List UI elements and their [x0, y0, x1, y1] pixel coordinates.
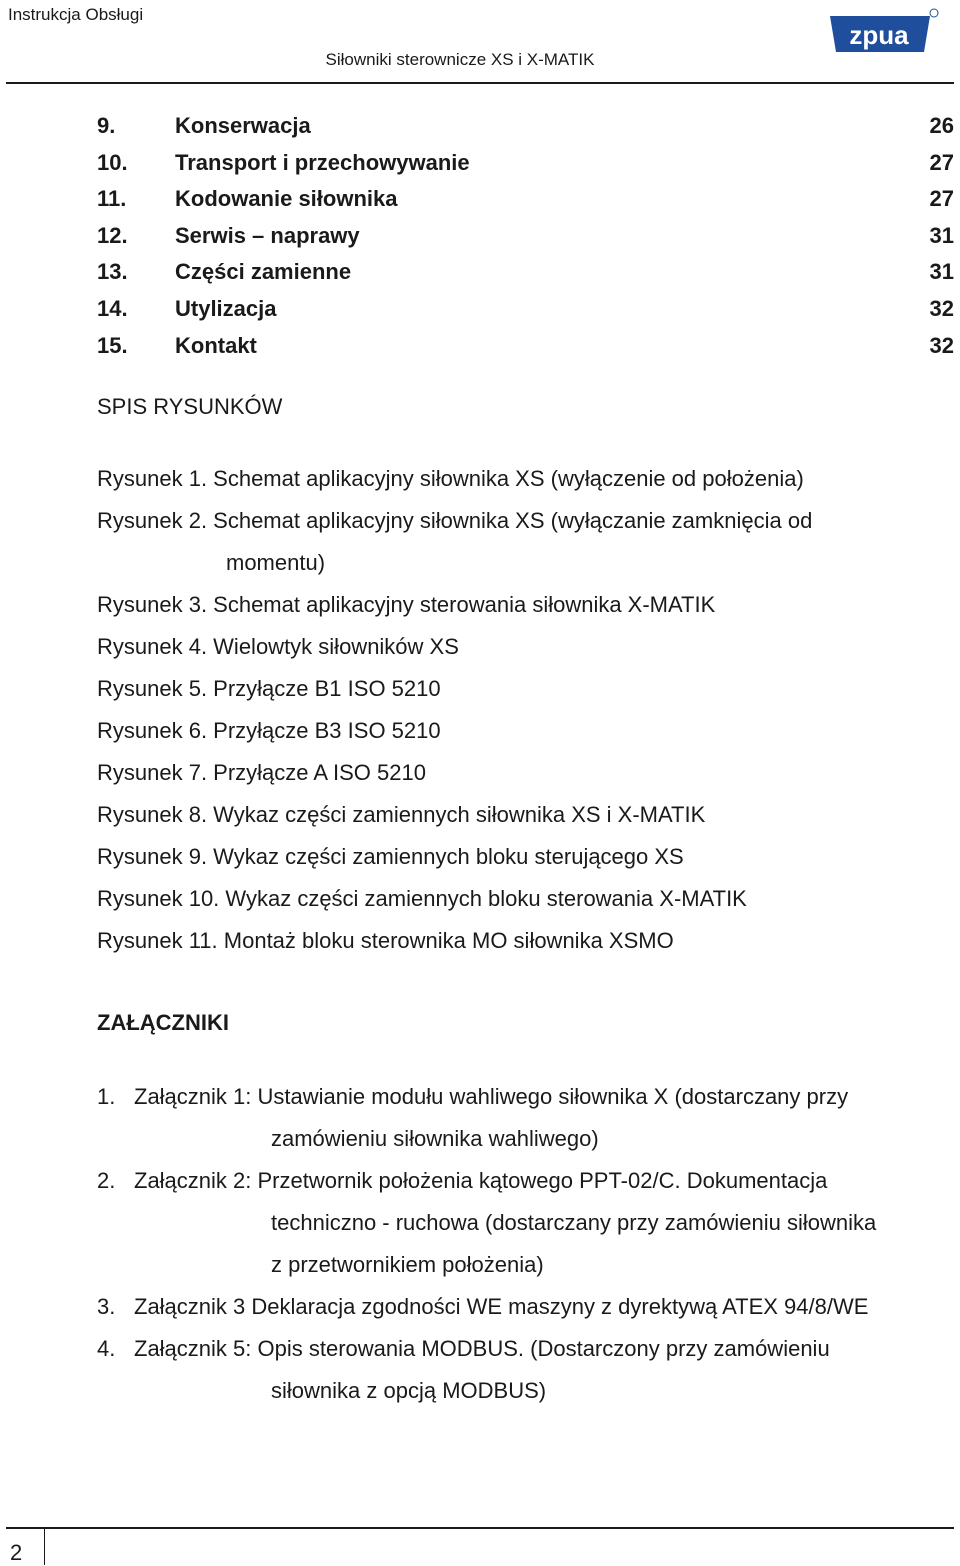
- attachments-section-title: ZAŁĄCZNIKI: [97, 1010, 229, 1035]
- toc-row[interactable]: [97, 147, 957, 184]
- page-number: 2: [10, 1540, 23, 1565]
- footer-vertical-divider: [44, 1527, 45, 1565]
- figure-item[interactable]: Rysunek 6. Przyłącze B3 ISO 5210: [97, 718, 441, 743]
- toc-page: 27: [929, 186, 954, 212]
- zpua-logo: [824, 6, 940, 60]
- attachment-continuation: [97, 1244, 957, 1286]
- toc-page: 32: [929, 295, 954, 321]
- toc-page: 27: [929, 149, 954, 175]
- toc-row[interactable]: [97, 220, 957, 257]
- attachments-list: [97, 1076, 957, 1412]
- attachment-text: Załącznik 2: Przetwornik położenia kątowego PPT-02/C. Dokumentacja: [134, 1168, 828, 1193]
- toc-row[interactable]: [97, 183, 957, 220]
- figure-item[interactable]: Rysunek 7. Przyłącze A ISO 5210: [97, 760, 426, 785]
- figure-item[interactable]: Rysunek 4. Wielowtyk siłowników XS: [97, 634, 459, 659]
- toc-row[interactable]: [97, 330, 957, 367]
- toc-number: 13.: [97, 259, 128, 285]
- toc-row[interactable]: [97, 293, 957, 330]
- toc-title: Kodowanie siłownika: [175, 186, 398, 212]
- figure-item[interactable]: Rysunek 10. Wykaz części zamiennych bloku sterowania X-MATIK: [97, 886, 747, 911]
- attachment-continuation-text: zamówieniu siłownika wahliwego): [271, 1126, 599, 1151]
- attachment-text: Załącznik 3 Deklaracja zgodności WE maszyny z dyrektywą ATEX 94/8/WE: [134, 1294, 869, 1319]
- toc-number: 9.: [97, 113, 116, 138]
- attachment-item[interactable]: [97, 1076, 957, 1118]
- toc-title: Serwis – naprawy: [175, 222, 360, 248]
- toc-page: 31: [929, 222, 954, 248]
- figure-item[interactable]: Rysunek 9. Wykaz części zamiennych bloku sterującego XS: [97, 844, 684, 869]
- attachment-continuation-text: techniczno - ruchowa (dostarczany przy zamówieniu siłownika: [271, 1210, 877, 1235]
- toc-title: Utylizacja: [175, 295, 277, 321]
- attachment-item[interactable]: [97, 1286, 957, 1328]
- attachment-continuation: [97, 1370, 957, 1412]
- toc-row[interactable]: [97, 256, 957, 293]
- header-divider: [6, 82, 954, 84]
- toc-number: 15.: [97, 332, 128, 358]
- toc-row[interactable]: [97, 110, 957, 147]
- toc-title: Części zamienne: [175, 259, 352, 285]
- figure-item[interactable]: Rysunek 2. Schemat aplikacyjny siłownika XS (wyłączanie zamknięcia od: [97, 508, 813, 533]
- toc-page: 26: [929, 113, 954, 138]
- attachment-text: Załącznik 5: Opis sterowania MODBUS. (Dostarczony przy zamówieniu: [134, 1336, 830, 1361]
- attachment-text: Załącznik 1: Ustawianie modułu wahliwego siłownika X (dostarczany przy: [134, 1084, 849, 1109]
- header-document-title: Instrukcja Obsługi: [8, 5, 144, 24]
- footer-divider: [6, 1527, 954, 1529]
- attachment-number: 3.: [97, 1294, 116, 1319]
- toc-page: 31: [929, 259, 954, 285]
- table-of-contents: [97, 110, 957, 366]
- toc-title: Konserwacja: [175, 113, 311, 138]
- figure-item[interactable]: Rysunek 8. Wykaz części zamiennych siłownika XS i X-MATIK: [97, 802, 706, 827]
- attachment-item[interactable]: [97, 1160, 957, 1202]
- figure-item[interactable]: Rysunek 11. Montaż bloku sterownika MO siłownika XSMO: [97, 928, 674, 953]
- attachment-number: 2.: [97, 1168, 116, 1193]
- figure-item-continuation[interactable]: momentu): [226, 550, 326, 575]
- header-product-title: Siłowniki sterownicze XS i X-MATIK: [325, 50, 595, 69]
- attachment-continuation: [97, 1118, 957, 1160]
- attachment-continuation-text: z przetwornikiem położenia): [271, 1252, 544, 1277]
- toc-page: 32: [929, 332, 954, 358]
- figures-list: [97, 458, 937, 962]
- attachment-number: 4.: [97, 1336, 116, 1361]
- attachment-number: 1.: [97, 1084, 116, 1109]
- figure-item[interactable]: Rysunek 3. Schemat aplikacyjny sterowania siłownika X-MATIK: [97, 592, 716, 617]
- toc-number: 14.: [97, 295, 128, 321]
- toc-number: 10.: [97, 149, 128, 175]
- attachment-continuation: [97, 1202, 957, 1244]
- attachment-continuation-text: siłownika z opcją MODBUS): [271, 1378, 547, 1403]
- figures-section-title: SPIS RYSUNKÓW: [97, 394, 283, 419]
- toc-title: Transport i przechowywanie: [175, 149, 470, 175]
- toc-number: 12.: [97, 222, 128, 248]
- registered-mark-icon: [930, 9, 938, 17]
- logo-text: zpua: [849, 20, 909, 50]
- figure-item[interactable]: Rysunek 5. Przyłącze B1 ISO 5210: [97, 676, 441, 701]
- toc-number: 11.: [97, 186, 127, 212]
- toc-title: Kontakt: [175, 332, 257, 358]
- figure-item[interactable]: Rysunek 1. Schemat aplikacyjny siłownika XS (wyłączenie od położenia): [97, 466, 804, 491]
- attachment-item[interactable]: [97, 1328, 957, 1370]
